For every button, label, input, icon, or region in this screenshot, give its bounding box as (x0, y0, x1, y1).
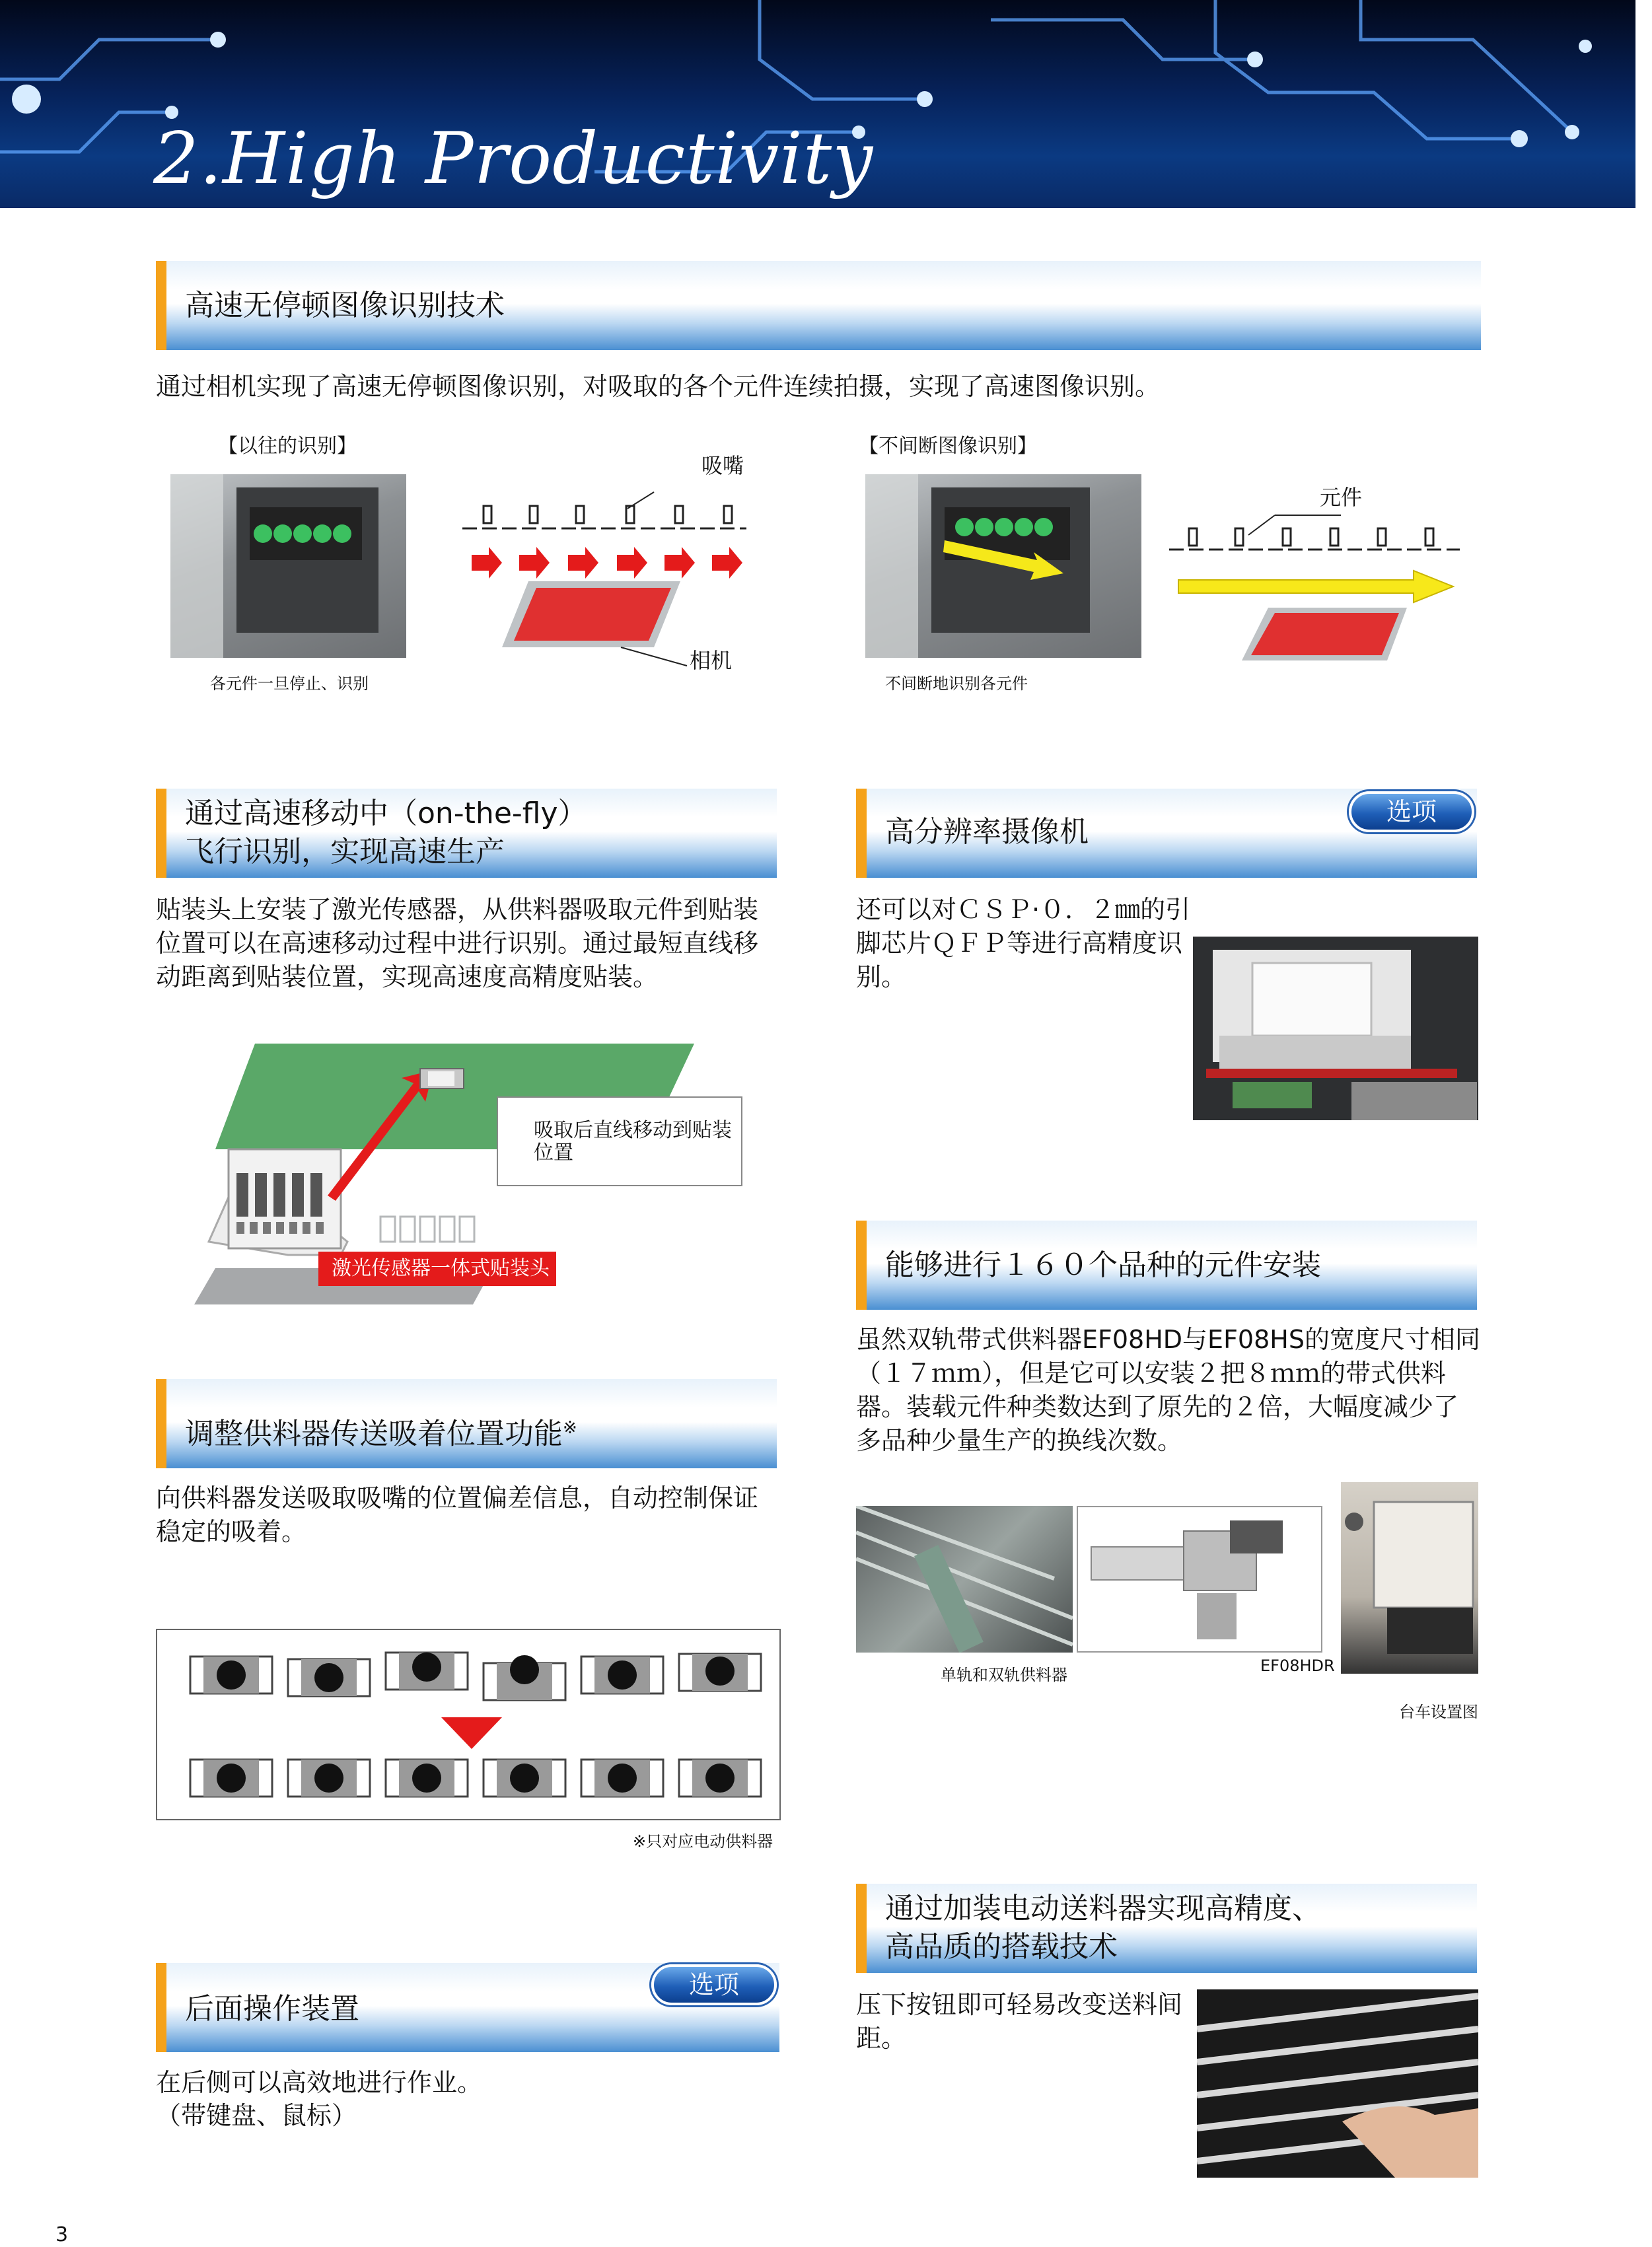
camera-label: 相机 (690, 648, 733, 673)
option-badge: 选项 (651, 1964, 777, 2005)
after-row (190, 1760, 761, 1797)
section-title-line2: 高品质的搭载技术 (885, 1930, 1118, 1964)
section-body-line1: 在后侧可以高效地进行作业。 (156, 2068, 483, 2097)
head-label: 激光传感器一体式贴装头 (318, 1252, 556, 1286)
diagram-caption-left: 各元件一旦停止、识别 (210, 674, 369, 693)
section-title-line1: 通过高速移动中（on-the-fly） (185, 797, 587, 830)
down-arrow (441, 1717, 502, 1749)
footnote-mark: ※ (563, 1418, 577, 1438)
section-body: 向供料器发送吸取吸嘴的位置偏差信息，自动控制保证稳定的吸着。 (156, 1483, 759, 1546)
page-title: 2.High Productivity (153, 118, 874, 200)
header-banner (0, 0, 1652, 208)
diagram-caption-right: 不间断地识别各元件 (885, 674, 1028, 693)
section-title-line2: 飞行识别，实现高速生产 (185, 835, 505, 869)
part-label: 元件 (1320, 485, 1363, 510)
section-header-160-parts (856, 1221, 1477, 1310)
section-body: 还可以对ＣＳＰ·０．２㎜的引脚芯片ＱＦＰ等进行高精度识别。 (856, 895, 1191, 991)
section-title: 能够进行１６０个品种的元件安装 (885, 1248, 1321, 1282)
electric-feeder-photo (1197, 1989, 1478, 2178)
option-badge: 选项 (1349, 791, 1474, 832)
section-header-electric-feeder (856, 1884, 1477, 1973)
caption-ef08hdr: EF08HDR (1260, 1657, 1335, 1675)
camera-photo (1193, 937, 1478, 1120)
section-body: 贴装头上安装了激光传感器，从供料器吸取元件到贴装位置可以在高速移动过程中进行识别。通过最短直线移动距离到贴装位置，实现高速度高精度贴装。 (156, 895, 759, 991)
section-body: 虽然双轨带式供料器EF08HD与EF08HS的宽度尺寸相同（１７ｍｍ），但是它可以安装２把８ｍｍ的带式供料器。装载元件种类数达到了原先的２倍，大幅度减少了多品种少量生产的换线次数。 (856, 1325, 1480, 1455)
section-header-feeder-adjust (156, 1379, 777, 1468)
section-title-line1: 通过加装电动送料器实现高精度、 (885, 1892, 1321, 1925)
section-body: 压下按钮即可轻易改变送料间距。 (856, 1990, 1183, 2053)
section-title: 后面操作装置 (185, 1992, 359, 2026)
diagram-label-continuous: 【不间断图像识别】 (859, 435, 1037, 458)
caption-feeder: 单轨和双轨供料器 (941, 1666, 1067, 1684)
edge-strip (1635, 0, 1652, 208)
mounting-head-photo (170, 474, 406, 658)
diagram-label-conventional: 【以往的识别】 (218, 435, 357, 458)
feeder-photo-single-double (856, 1506, 1073, 1653)
section-body-line2: （带键盘、鼠标） (156, 2101, 357, 2130)
page-number: 3 (55, 2223, 69, 2246)
section-header-on-the-fly (156, 789, 777, 878)
section-header-recognition (156, 261, 1481, 350)
feeder-photo-ef08hdr (1077, 1506, 1322, 1653)
cart-photo (1341, 1482, 1478, 1674)
mounting-head-photo-continuous (865, 474, 1141, 658)
continuous-recognition-diagram (1169, 502, 1460, 674)
section-title: 高速无停顿图像识别技术 (185, 289, 505, 322)
nozzle-label: 吸嘴 (701, 453, 744, 478)
before-row (190, 1653, 761, 1700)
section-description: 通过相机实现了高速无停顿图像识别，对吸取的各个元件连续拍摄，实现了高速图像识别。 (156, 372, 1161, 401)
pickup-position-diagram (156, 1629, 781, 1820)
caption-cart: 台车设置图 (1399, 1703, 1478, 1721)
callout-text: 吸取后直线移动到贴装位置 (534, 1119, 732, 1164)
footnote: ※只对应电动供料器 (633, 1832, 773, 1851)
section-title: 高分辨率摄像机 (885, 815, 1089, 849)
section-title: 调整供料器传送吸着位置功能 (185, 1417, 563, 1451)
